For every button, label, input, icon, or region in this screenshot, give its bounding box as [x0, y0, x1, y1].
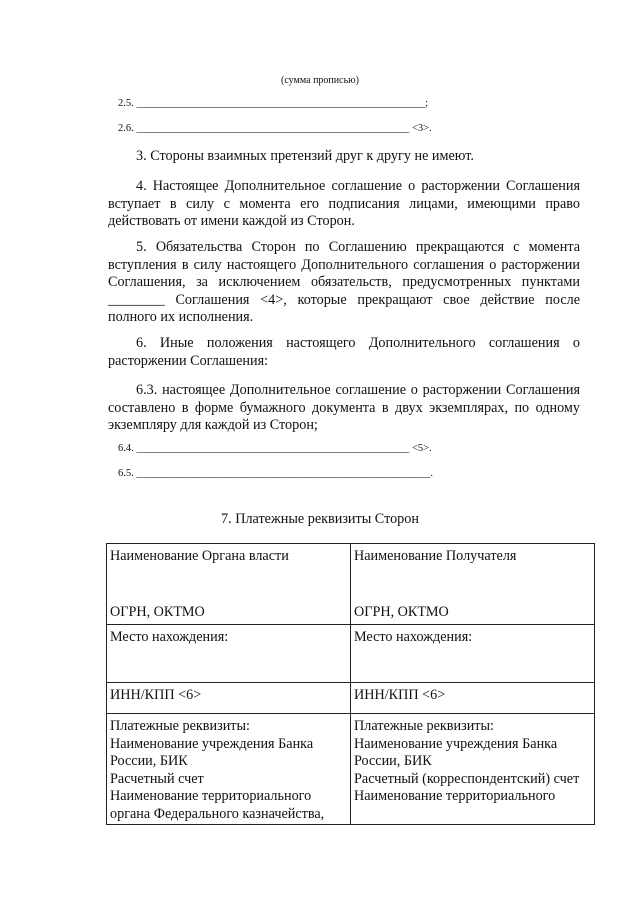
table-row — [107, 625, 595, 683]
recipient-inn-cell — [351, 683, 595, 714]
recipient-inn-label: ИНН/КПП <6> — [354, 687, 446, 703]
clause-6: 6. Иные положения настоящего Дополнительного соглашения о расторжении Соглашения: — [108, 335, 580, 369]
recipient-pay-line-4: Наименование территориального — [354, 788, 556, 805]
recipient-pay-line-1: Платежные реквизиты: — [354, 718, 494, 734]
clause-5: 5. Обязательства Сторон по Соглашению прекращаются с момента вступления в силу настоящего Дополнительного соглашения о расторжении Соглашения, за исключением обязательств, предусмотренных пунктами ________ Соглашения <4>, которые прекращают свое действие после полного их исполнения. — [108, 239, 580, 326]
authority-location-label: Место нахождения: — [110, 629, 229, 645]
authority-pay-line-4: Наименование территориального органа Федерального казначейства, — [110, 788, 325, 822]
authority-ogrn-label: ОГРН, ОКТМО — [110, 604, 205, 621]
authority-inn-label: ИНН/КПП <6> — [110, 687, 202, 703]
authority-inn-cell — [107, 683, 351, 714]
recipient-location-label: Место нахождения: — [354, 629, 473, 645]
table-row — [107, 683, 595, 714]
authority-pay-line-3: Расчетный счет — [110, 770, 204, 787]
recipient-name-label: Наименование Получателя — [354, 548, 517, 564]
table-row — [107, 544, 595, 625]
clause-2-5-line: 2.5. _______________________________________________________; — [118, 98, 429, 109]
authority-location-cell — [107, 625, 351, 683]
authority-name-label: Наименование Органа власти — [110, 548, 289, 564]
clause-3: 3. Стороны взаимных претензий друг к другу не имеют. — [136, 148, 474, 164]
recipient-payment-cell — [351, 714, 595, 825]
recipient-ogrn-label: ОГРН, ОКТМО — [354, 604, 449, 621]
payment-details-table — [106, 543, 595, 825]
payment-details-heading: 7. Платежные реквизиты Сторон — [221, 511, 419, 527]
recipient-pay-line-2: Наименование учреждения Банка России, БИК — [354, 735, 558, 770]
authority-name-cell — [107, 544, 351, 625]
recipient-name-cell — [351, 544, 595, 625]
sum-in-words-caption: (сумма прописью) — [281, 75, 359, 86]
authority-payment-cell — [107, 714, 351, 825]
recipient-pay-line-3: Расчетный (корреспондентский) счет — [354, 770, 580, 787]
clause-6-5-line: 6.5. ________________________________________________________. — [118, 468, 433, 479]
clause-6-4-line: 6.4. ____________________________________________________ <5>. — [118, 443, 432, 454]
recipient-location-cell — [351, 625, 595, 683]
clause-4: 4. Настоящее Дополнительное соглашение о расторжении Соглашения вступает в силу с момента его подписания лицами, имеющими право действовать от имени каждой из Сторон. — [108, 178, 580, 230]
clause-2-6-line: 2.6. ____________________________________________________ <3>. — [118, 123, 432, 134]
authority-pay-line-2: Наименование учреждения Банка России, БИК — [110, 735, 314, 770]
clause-6-3: 6.3. настоящее Дополнительное соглашение о расторжении Соглашения составлено в форме бумажного документа в двух экземплярах, по одному экземпляру для каждой из Сторон; — [108, 382, 580, 434]
authority-pay-line-1: Платежные реквизиты: — [110, 718, 250, 734]
table-row — [107, 714, 595, 825]
